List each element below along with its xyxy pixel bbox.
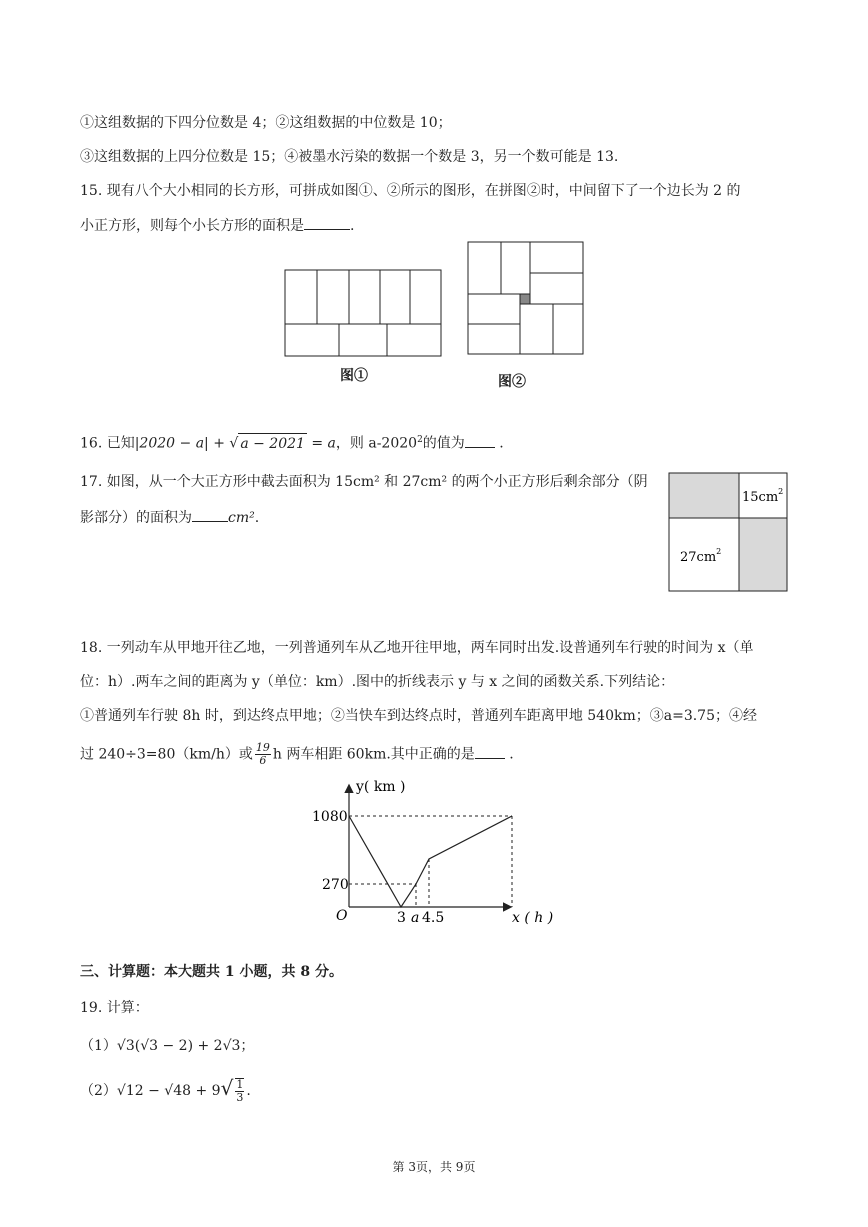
answer-blank-15[interactable] bbox=[304, 215, 350, 230]
q16-sqrt-sign: √ bbox=[229, 435, 239, 452]
q19-1-expr: √3(√3 − 2) + 2√3； bbox=[116, 1038, 255, 1054]
q16-expr1: |2020 − a| + bbox=[134, 435, 230, 452]
question-19-part2 bbox=[80, 1078, 251, 1104]
question-18-line2: 位：h）.两车之间的距离为 y（单位：km）.图中的折线表示 y 与 x 之间的函数关系.下列结论： bbox=[80, 674, 675, 690]
figure-1 bbox=[284, 268, 444, 360]
x-tick-a: a bbox=[411, 910, 420, 926]
small-square bbox=[520, 294, 530, 304]
label-27cm2: $27cm^2$ bbox=[680, 547, 722, 565]
question-15-line2 bbox=[80, 215, 354, 236]
question-19-part1 bbox=[80, 1036, 254, 1056]
q19-2-sqrt-sign: √ bbox=[220, 1076, 234, 1100]
question-18-line1: 18. 一列动车从甲地开往乙地，一列普通列车从乙地开往甲地，两车同时出发.设普通列车行驶的时间为 x（单 bbox=[80, 640, 754, 656]
section-3-heading: 三、计算题：本大题共 1 小题，共 8 分。 bbox=[80, 964, 343, 980]
q18-fraction bbox=[255, 742, 271, 767]
question-19: 19. 计算： bbox=[80, 1000, 149, 1016]
answer-blank-16[interactable] bbox=[465, 433, 495, 448]
question-15-line1: 15. 现有八个大小相同的长方形，可拼成如图①、②所示的图形，在拼图②时，中间留下了一个边长为 2 的 bbox=[80, 183, 741, 199]
y-axis-label: y( km ) bbox=[356, 779, 406, 795]
q19-2-label: （2） bbox=[80, 1083, 117, 1099]
q19-2-expr: √12 − √48 + 9 bbox=[116, 1083, 221, 1099]
squares-figure bbox=[668, 472, 790, 594]
q16-end: . bbox=[494, 435, 504, 452]
q16-mid: ，则 a-2020 bbox=[335, 435, 418, 452]
x-tick-4-5: 4.5 bbox=[422, 910, 445, 926]
shaded-region-top bbox=[669, 473, 739, 518]
distance-time-graph bbox=[300, 770, 570, 930]
y-tick-1080: 1080 bbox=[312, 809, 348, 825]
question-17-line2 bbox=[80, 507, 259, 528]
q18-pre: 过 240÷3=80（km/h）或 bbox=[80, 746, 253, 763]
answer-blank-17[interactable] bbox=[192, 507, 228, 522]
question-17-line1: 17. 如图，从一个大正方形中截去面积为 15cm² 和 27cm² 的两个小正方形后剩余部分（阴 bbox=[80, 474, 648, 490]
q17-unit: cm² bbox=[228, 510, 255, 526]
q18-frac-den: 6 bbox=[259, 754, 267, 767]
statement-1-2: ①这组数据的下四分位数是 4；②这组数据的中位数是 10； bbox=[80, 115, 452, 131]
q16-radicand: a − 2021 bbox=[238, 433, 307, 454]
q16-pre: 16. 已知 bbox=[80, 435, 135, 452]
q17-pre: 影部分）的面积为 bbox=[80, 510, 192, 526]
q18-frac-num: 19 bbox=[255, 741, 270, 754]
figure-2-caption: 图② bbox=[498, 374, 526, 390]
q15-end: . bbox=[350, 218, 355, 234]
x-tick-3: 3 bbox=[397, 910, 406, 926]
page-footer: 第 3页，共 9页 bbox=[392, 1160, 476, 1174]
q18-end: . bbox=[504, 746, 514, 763]
x-axis-label: x ( h ) bbox=[512, 910, 554, 926]
q19-2-fraction bbox=[235, 1078, 244, 1104]
q19-2-num: 1 bbox=[236, 1078, 244, 1091]
q19-2-den: 3 bbox=[236, 1091, 244, 1104]
q15-text: 小正方形，则每个小长方形的面积是 bbox=[80, 218, 304, 234]
q16-sup: 2 bbox=[417, 435, 423, 445]
q17-end: . bbox=[254, 510, 260, 526]
distance-polyline bbox=[349, 816, 512, 907]
figure-1-caption: 图① bbox=[340, 368, 368, 384]
q16-post: 的值为 bbox=[422, 435, 465, 452]
answer-blank-18[interactable] bbox=[475, 744, 505, 759]
q16-expr2: = a bbox=[306, 435, 336, 452]
label-15cm2: $15cm^2$ bbox=[742, 487, 784, 505]
statement-3-4: ③这组数据的上四分位数是 15；④被墨水污染的数据一个数是 3，另一个数可能是 13. bbox=[80, 149, 619, 165]
question-16 bbox=[80, 430, 504, 454]
q19-2-end: . bbox=[246, 1083, 251, 1099]
origin-label: O bbox=[336, 908, 348, 924]
question-18-line3: ①普通列车行驶 8h 时，到达终点甲地；②当快车到达终点时，普通列车距离甲地 540km；③a=3.75；④经 bbox=[80, 708, 758, 724]
q18-post: h 两车相距 60km.其中正确的是 bbox=[272, 746, 475, 763]
shaded-region-right bbox=[739, 518, 787, 591]
q19-1-label: （1） bbox=[80, 1038, 117, 1054]
figure-2 bbox=[466, 240, 586, 358]
y-tick-270: 270 bbox=[322, 877, 349, 893]
question-18-line4 bbox=[80, 742, 514, 767]
